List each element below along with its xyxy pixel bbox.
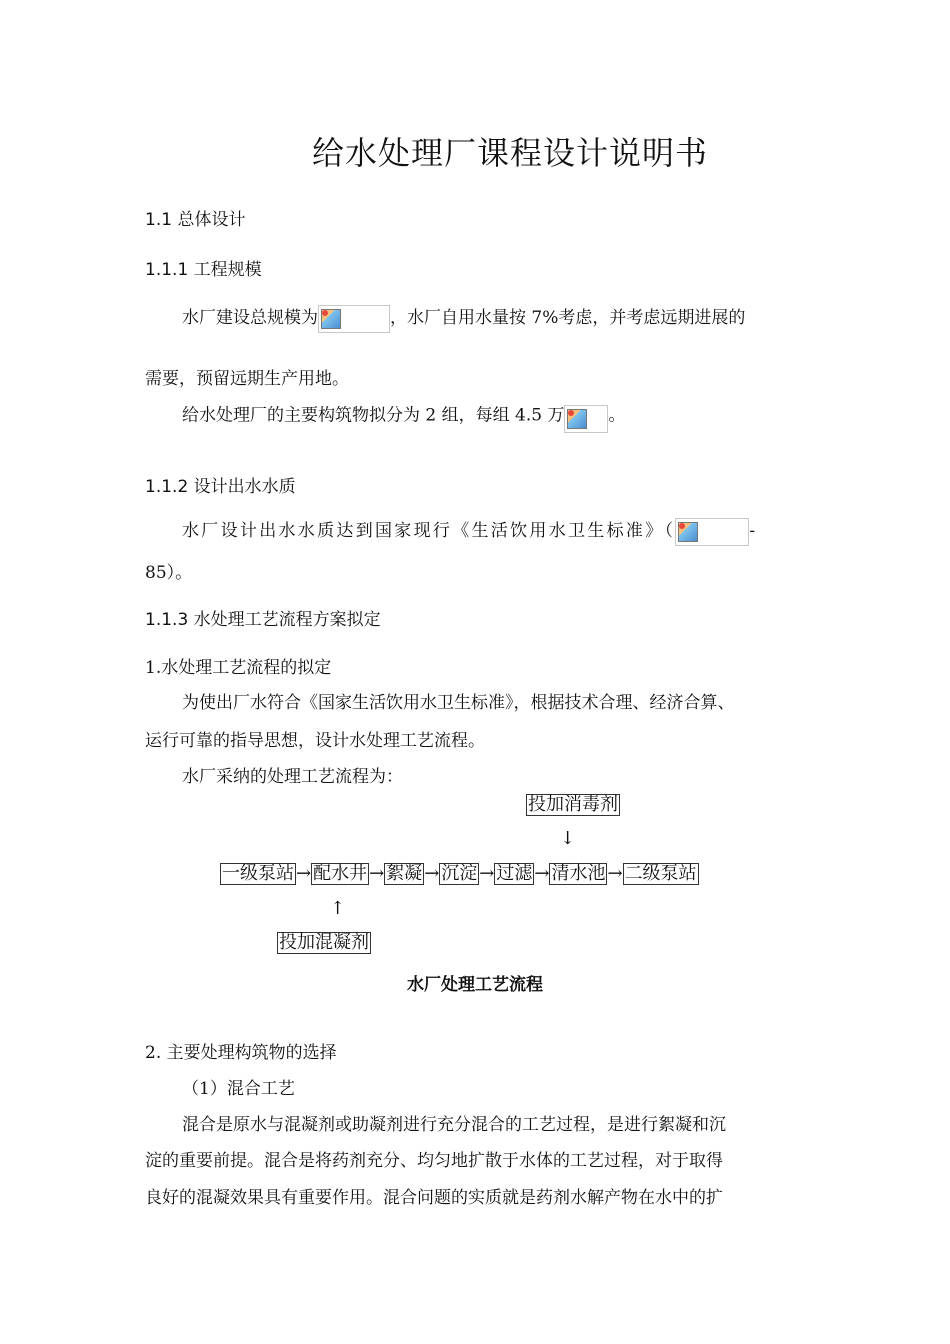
paragraph-scale-line1 bbox=[182, 303, 745, 333]
paragraph-scale-line2: 需要，预留远期生产用地。 bbox=[145, 369, 349, 389]
flow-arrow: → bbox=[607, 863, 623, 884]
heading-1-1-3: 1.1.3 水处理工艺流程方案拟定 bbox=[145, 610, 381, 630]
paragraph-mixing-line1: 混合是原水与混凝剂或助凝剂进行充分混合的工艺过程，是进行絮凝和沉 bbox=[182, 1115, 726, 1135]
flow-disinfectant-box bbox=[526, 794, 620, 816]
flow-down-arrow: ↓ bbox=[560, 828, 576, 849]
paragraph-adopted: 水厂采纳的处理工艺流程为： bbox=[182, 767, 403, 787]
image-placeholder-icon bbox=[567, 409, 587, 429]
subheading-mixing: （1）混合工艺 bbox=[182, 1079, 295, 1099]
image-placeholder-icon bbox=[678, 522, 698, 542]
text: ，水厂自用水量按 7%考虑，并考虑远期进展的 bbox=[390, 308, 746, 328]
broken-image-icon bbox=[318, 305, 390, 333]
heading-1-1-2: 1.1.2 设计出水水质 bbox=[145, 477, 296, 497]
text: 。 bbox=[608, 405, 626, 426]
flow-step: 沉淀 bbox=[441, 863, 478, 884]
flow-step: 配水井 bbox=[313, 863, 368, 884]
text: 给水处理厂的主要构筑物拟分为 2 组，每组 4.5 万 bbox=[182, 405, 565, 426]
text: 水厂建设总规模为 bbox=[182, 308, 318, 328]
flow-arrow: → bbox=[369, 863, 385, 884]
text: - bbox=[749, 521, 756, 541]
paragraph-quality-line1 bbox=[182, 516, 755, 546]
paragraph-purpose-line1: 为使出厂水符合《国家生活饮用水卫生标准》，根据技术合理、经济合算、 bbox=[182, 693, 735, 713]
subheading-structures: 2. 主要处理构筑物的选择 bbox=[145, 1043, 337, 1063]
broken-image-icon bbox=[675, 518, 749, 546]
flow-step: 清水池 bbox=[551, 863, 606, 884]
flow-coagulant-box bbox=[277, 932, 371, 954]
flow-row bbox=[220, 863, 699, 885]
heading-1-1-1: 1.1.1 工程规模 bbox=[145, 260, 262, 280]
flow-step: 絮凝 bbox=[386, 863, 423, 884]
paragraph-quality-line2: 85）。 bbox=[145, 563, 193, 583]
broken-image-icon bbox=[564, 405, 608, 433]
paragraph-mixing-line3: 良好的混凝效果具有重要作用。混合问题的实质就是药剂水解产物在水中的扩 bbox=[145, 1188, 723, 1208]
flow-arrow: → bbox=[296, 863, 312, 884]
flow-step: 一级泵站 bbox=[222, 863, 294, 884]
heading-1-1: 1.1 总体设计 bbox=[145, 210, 246, 230]
image-placeholder-icon bbox=[321, 309, 341, 329]
flow-step: 二级泵站 bbox=[624, 863, 697, 884]
flow-label: 投加消毒剂 bbox=[528, 794, 618, 815]
flow-arrow: → bbox=[534, 863, 550, 884]
flow-label: 投加混凝剂 bbox=[279, 932, 369, 953]
flow-step: 过滤 bbox=[496, 863, 533, 884]
document-title: 给水处理厂课程设计说明书 bbox=[311, 134, 708, 172]
paragraph-purpose-line2: 运行可靠的指导思想，设计水处理工艺流程。 bbox=[145, 731, 485, 751]
flow-caption: 水厂处理工艺流程 bbox=[407, 975, 543, 995]
flow-arrow: → bbox=[424, 863, 440, 884]
text: 水厂设计出水水质达到国家现行《生活饮用水卫生标准》（ bbox=[182, 521, 676, 541]
subheading-process: 1.水处理工艺流程的拟定 bbox=[145, 658, 332, 678]
paragraph-mixing-line2: 淀的重要前提。混合是将药剂充分、均匀地扩散于水体的工艺过程，对于取得 bbox=[145, 1151, 723, 1171]
flow-arrow: → bbox=[479, 863, 495, 884]
flow-up-arrow: ↑ bbox=[330, 898, 346, 919]
paragraph-groups bbox=[182, 399, 625, 433]
